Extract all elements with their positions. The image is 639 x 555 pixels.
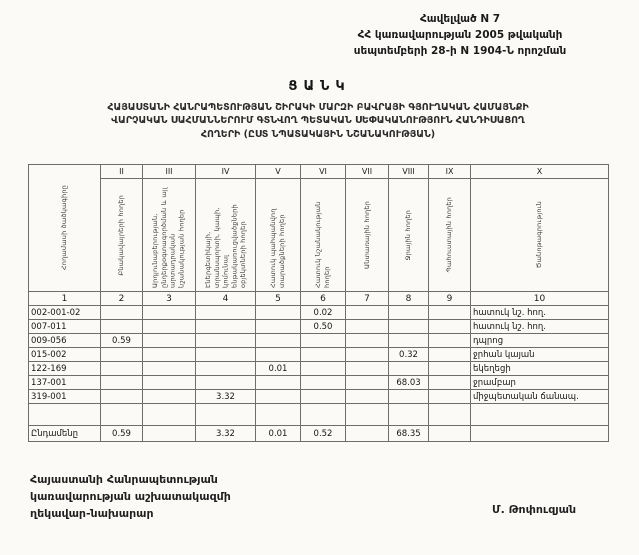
area-value: [429, 426, 471, 442]
area-value: [256, 390, 301, 404]
column-header: [301, 179, 346, 292]
column-number: 3: [143, 292, 196, 306]
area-value: [256, 376, 301, 390]
area-value: [301, 362, 346, 376]
appendix-line: ՀՀ կառավարության 2005 թվականի: [357, 28, 563, 41]
area-value: [101, 390, 143, 404]
area-value: [429, 376, 471, 390]
area-value: [346, 390, 389, 404]
land-parcels-table: [28, 164, 609, 442]
signing-office-line: Հայաստանի Հանրապետության: [30, 473, 218, 486]
table-row: [29, 334, 609, 348]
area-value: 3.32: [196, 426, 256, 442]
area-value: [196, 362, 256, 376]
area-value: [196, 306, 256, 320]
column-header-text: Բնակավայրերի հողեր: [117, 194, 126, 276]
signing-office-line: ղեկավար-նախարար: [30, 507, 154, 521]
land-use-note: հատուկ նշ. հող.: [471, 320, 609, 334]
column-header-text: Պահուստային հողեր: [445, 197, 454, 273]
roman-numeral: VII: [346, 165, 389, 179]
column-header-text: Ջրային հողեր: [404, 209, 413, 261]
parcel-code: 015-002: [29, 348, 101, 362]
column-header-text: Արդյունաբերության, ընդերքօգտագործման և այլ արտադրական նշանակության հողեր: [151, 187, 186, 288]
area-value: [196, 348, 256, 362]
roman-numeral: IV: [196, 165, 256, 179]
column-number: 6: [301, 292, 346, 306]
document-subtitle: [28, 101, 608, 141]
area-value: 68.35: [389, 426, 429, 442]
area-value: [346, 320, 389, 334]
roman-numeral: VI: [301, 165, 346, 179]
area-value: [196, 376, 256, 390]
area-value: [346, 306, 389, 320]
area-value: [143, 348, 196, 362]
area-value: 3.32: [196, 390, 256, 404]
area-value: [101, 362, 143, 376]
column-header: [429, 179, 471, 292]
area-value: [429, 390, 471, 404]
land-use-note: ջրամբար: [471, 376, 609, 390]
column-number: 10: [471, 292, 609, 306]
area-value: [196, 404, 256, 426]
area-value: [101, 404, 143, 426]
column-number: 4: [196, 292, 256, 306]
roman-numeral: II: [101, 165, 143, 179]
column-header-text: Հատուկ պահպանվող տարածքների հողեր: [269, 208, 286, 288]
signing-office-block: [30, 471, 231, 522]
header-row-numbers: [29, 292, 609, 306]
table-row: [29, 390, 609, 404]
area-value: [256, 348, 301, 362]
area-value: [346, 334, 389, 348]
column-header: [143, 179, 196, 292]
land-use-note: հատուկ նշ. հող.: [471, 306, 609, 320]
column-header: [101, 179, 143, 292]
total-label: Ընդամենը: [29, 426, 101, 442]
subtitle-line: ՀԱՅԱՍՏԱՆԻ ՀԱՆՐԱՊԵՏՈՒԹՅԱՆ ՇԻՐԱԿԻ ՄԱՐԶԻ ԲԱՎՐԱՅԻ ԳՅՈՒՂԱԿԱՆ ՀԱՄԱՅՆՔԻ: [107, 102, 529, 113]
table-row: [29, 376, 609, 390]
area-value: [143, 376, 196, 390]
area-value: [143, 320, 196, 334]
column-header: [389, 179, 429, 292]
area-value: [346, 426, 389, 442]
area-value: [389, 362, 429, 376]
area-value: [143, 306, 196, 320]
area-value: 0.02: [301, 306, 346, 320]
appendix-line: Հավելված N 7: [419, 13, 501, 25]
roman-numeral: X: [471, 165, 609, 179]
area-value: [301, 334, 346, 348]
area-value: [196, 320, 256, 334]
signature-name: Մ. Թոփուզյան: [492, 503, 577, 516]
column-header-text: Հատուկ նշանակության հողեր: [314, 201, 331, 288]
area-value: [346, 348, 389, 362]
area-value: [346, 362, 389, 376]
area-value: 0.52: [301, 426, 346, 442]
land-use-note: [471, 426, 609, 442]
area-value: [389, 390, 429, 404]
subtitle-line: ՀՈՂԵՐԻ (ԸՍՏ ՆՊԱՏԱԿԱՅԻՆ ՆՇԱՆԱԿՈՒԹՅԱՆ): [200, 128, 436, 140]
area-value: [429, 348, 471, 362]
land-use-note: միջպետական ճանապ.: [471, 390, 609, 404]
area-value: 0.01: [256, 426, 301, 442]
area-value: 0.01: [256, 362, 301, 376]
document-title: ՑԱՆԿ: [288, 79, 351, 94]
area-value: [389, 320, 429, 334]
column-header-text: Ծանոթագրություն: [535, 201, 544, 269]
area-value: [389, 306, 429, 320]
land-use-note: դպրոց: [471, 334, 609, 348]
column-header: [471, 179, 609, 292]
area-value: [301, 348, 346, 362]
column-header-text: Անտառային հողեր: [362, 201, 371, 269]
area-value: [143, 404, 196, 426]
area-value: [389, 404, 429, 426]
area-value: [429, 404, 471, 426]
parcel-code: 319-001: [29, 390, 101, 404]
column-header: [196, 179, 256, 292]
area-value: [301, 376, 346, 390]
area-value: [101, 376, 143, 390]
appendix-block: [340, 12, 580, 59]
area-value: [143, 426, 196, 442]
column-header-code-text: Հողամասի ծածկագիրը: [60, 185, 69, 271]
signing-office-line: կառավարության աշխատակազմի: [30, 490, 231, 504]
area-value: [429, 320, 471, 334]
spacer-row: [29, 404, 609, 426]
parcel-code: 122-169: [29, 362, 101, 376]
roman-numeral: IX: [429, 165, 471, 179]
area-value: [301, 390, 346, 404]
column-number: 8: [389, 292, 429, 306]
area-value: 68.03: [389, 376, 429, 390]
area-value: [101, 348, 143, 362]
parcel-code: 137-001: [29, 376, 101, 390]
area-value: [256, 404, 301, 426]
parcel-code: 002-001-02: [29, 306, 101, 320]
area-value: [301, 404, 346, 426]
appendix-line: սեպտեմբերի 28-ի N 1904-Ն որոշման: [353, 44, 567, 57]
table-row: [29, 306, 609, 320]
area-value: 0.32: [389, 348, 429, 362]
area-value: [256, 306, 301, 320]
area-value: [256, 334, 301, 348]
area-value: [143, 390, 196, 404]
area-value: 0.59: [101, 334, 143, 348]
column-header-code: [29, 165, 101, 292]
roman-numeral: III: [143, 165, 196, 179]
header-row-roman: [29, 165, 609, 179]
parcel-code: 009-056: [29, 334, 101, 348]
table-row: [29, 320, 609, 334]
column-number: 2: [101, 292, 143, 306]
area-value: [101, 306, 143, 320]
table-row: [29, 362, 609, 376]
subtitle-line: ՎԱՐՉԱԿԱՆ ՍԱՀՄԱՆՆԵՐՈՒՄ ԳՏՆՎՈՂ ՊԵՏԱԿԱՆ ՍԵՓԱԿԱՆՈՒԹՅՈՒՆ ՀԱՆԴԻՍԱՑՈՂ: [111, 115, 525, 127]
table-row: [29, 348, 609, 362]
roman-numeral: V: [256, 165, 301, 179]
area-value: 0.59: [101, 426, 143, 442]
column-header: [256, 179, 301, 292]
area-value: [346, 404, 389, 426]
land-use-note: ջրհան կայան: [471, 348, 609, 362]
area-value: [429, 334, 471, 348]
area-value: [196, 334, 256, 348]
column-number: 5: [256, 292, 301, 306]
area-value: [346, 376, 389, 390]
parcel-code: 007-011: [29, 320, 101, 334]
column-header: [346, 179, 389, 292]
land-use-note: եկեղեցի: [471, 362, 609, 376]
land-use-note: [471, 404, 609, 426]
area-value: [143, 362, 196, 376]
area-value: [143, 334, 196, 348]
column-number: 9: [429, 292, 471, 306]
area-value: [429, 362, 471, 376]
area-value: [101, 320, 143, 334]
area-value: [389, 334, 429, 348]
area-value: 0.50: [301, 320, 346, 334]
area-value: [429, 306, 471, 320]
total-row: [29, 426, 609, 442]
area-value: [256, 320, 301, 334]
roman-numeral: VIII: [389, 165, 429, 179]
column-number: 1: [29, 292, 101, 306]
column-header-text: Էներգետիկայի, տրանսպորտի, կապի, կոմունալ ենթակառուցվածքների օբյեկտների հողեր: [203, 204, 247, 288]
header-row-titles: [29, 179, 609, 292]
column-number: 7: [346, 292, 389, 306]
parcel-code: [29, 404, 101, 426]
